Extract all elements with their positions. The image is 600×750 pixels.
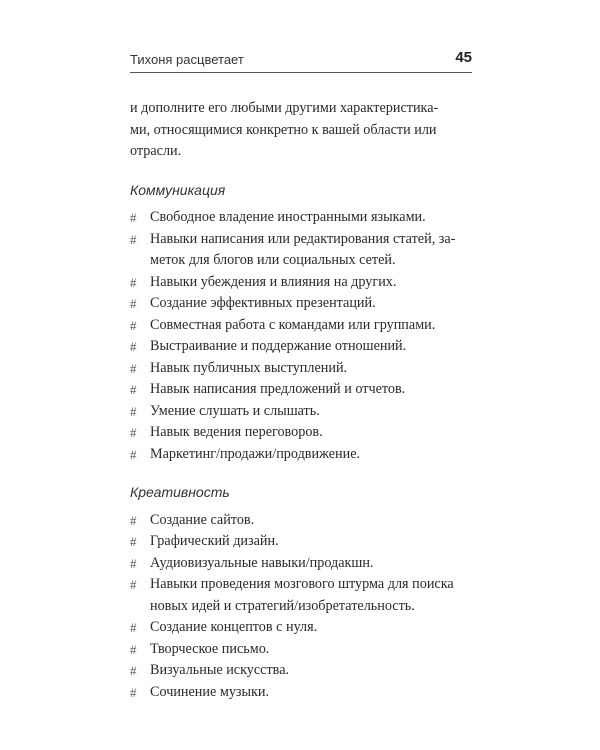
list-item-text: Навыки убеждения и влияния на других. xyxy=(150,273,397,290)
list-item-text: Совместная работа с командами или группами. xyxy=(150,316,436,333)
intro-paragraph xyxy=(130,98,472,163)
list-item xyxy=(130,531,472,553)
page-header xyxy=(130,50,472,70)
list-item xyxy=(130,336,472,358)
list-item-text: Сочинение музыки. xyxy=(150,683,270,700)
list-item xyxy=(130,293,472,315)
hash-bullet-icon: # xyxy=(130,684,137,700)
intro-line: и дополните его любыми другими характеристика- xyxy=(130,100,439,116)
list-item-text: Навыки написания или редактирования статей, за- xyxy=(150,230,456,247)
hash-bullet-icon: # xyxy=(130,339,137,354)
list-item xyxy=(130,444,472,466)
list-item xyxy=(130,379,472,401)
list-item-text: Навыки проведения мозгового штурма для поиска xyxy=(150,576,454,592)
list-item xyxy=(130,401,472,423)
hash-bullet-icon: # xyxy=(130,577,137,592)
hash-bullet-icon: # xyxy=(130,403,137,419)
hash-bullet-icon: # xyxy=(130,274,137,290)
list-item-text: Навык ведения переговоров. xyxy=(150,424,323,440)
list-item xyxy=(130,553,472,575)
hash-bullet-icon: # xyxy=(130,360,137,376)
hash-bullet-icon: # xyxy=(130,641,137,657)
list-item-text: Создание концептов с нуля. xyxy=(150,619,318,635)
intro-line: отрасли. xyxy=(130,143,182,159)
list-item-text: Создание сайтов. xyxy=(150,511,255,528)
section-title: Креативность xyxy=(130,484,230,500)
list-item xyxy=(130,617,472,639)
page-number: 45 xyxy=(455,49,472,66)
list-item xyxy=(130,358,472,380)
list-item-text: новых идей и стратегий/изобретательность. xyxy=(150,597,415,614)
hash-bullet-icon: # xyxy=(130,446,137,462)
list-item-text: Создание эффективных презентаций. xyxy=(150,295,376,311)
list-item xyxy=(130,207,472,229)
hash-bullet-icon: # xyxy=(130,317,137,333)
list-item xyxy=(130,682,472,704)
list-item-text: Умение слушать и слышать. xyxy=(150,402,320,419)
hash-bullet-icon: # xyxy=(130,620,137,635)
list-item xyxy=(130,272,472,294)
list-item-text: Навык публичных выступлений. xyxy=(150,359,348,376)
list-item-text: Свободное владение иностранными языками. xyxy=(150,209,426,225)
list-item-text: Аудиовизуальные навыки/продакшн. xyxy=(150,554,374,571)
list-item xyxy=(130,660,472,682)
section-title: Коммуникация xyxy=(130,181,226,198)
skill-list xyxy=(130,510,472,704)
hash-bullet-icon: # xyxy=(130,382,137,397)
list-item xyxy=(130,315,472,337)
running-title: Тихоня расцветает xyxy=(130,52,244,67)
list-item-text: Творческое письмо. xyxy=(150,640,270,657)
hash-bullet-icon: # xyxy=(130,555,137,571)
list-item xyxy=(130,510,472,532)
list-item xyxy=(130,574,472,617)
header-divider xyxy=(130,72,472,73)
list-item-text: Графический дизайн. xyxy=(150,533,279,549)
list-item-text: Визуальные искусства. xyxy=(150,662,290,678)
hash-bullet-icon: # xyxy=(130,296,137,311)
list-item-text: Маркетинг/продажи/продвижение. xyxy=(150,445,361,462)
sections-container xyxy=(130,180,472,704)
list-item xyxy=(130,639,472,661)
skill-list xyxy=(130,207,472,465)
intro-line: ми, относящимися конкретно к вашей области или xyxy=(130,121,437,138)
list-item-text: Выстраивание и поддержание отношений. xyxy=(150,338,407,354)
hash-bullet-icon: # xyxy=(130,425,137,440)
hash-bullet-icon: # xyxy=(130,663,137,678)
hash-bullet-icon: # xyxy=(130,231,137,247)
list-item xyxy=(130,229,472,272)
hash-bullet-icon: # xyxy=(130,210,137,225)
list-item xyxy=(130,422,472,444)
hash-bullet-icon: # xyxy=(130,534,137,549)
list-item-text: Навык написания предложений и отчетов. xyxy=(150,381,406,397)
page-content xyxy=(130,98,472,703)
hash-bullet-icon: # xyxy=(130,512,137,528)
list-item-text: меток для блогов или социальных сетей. xyxy=(150,252,396,268)
